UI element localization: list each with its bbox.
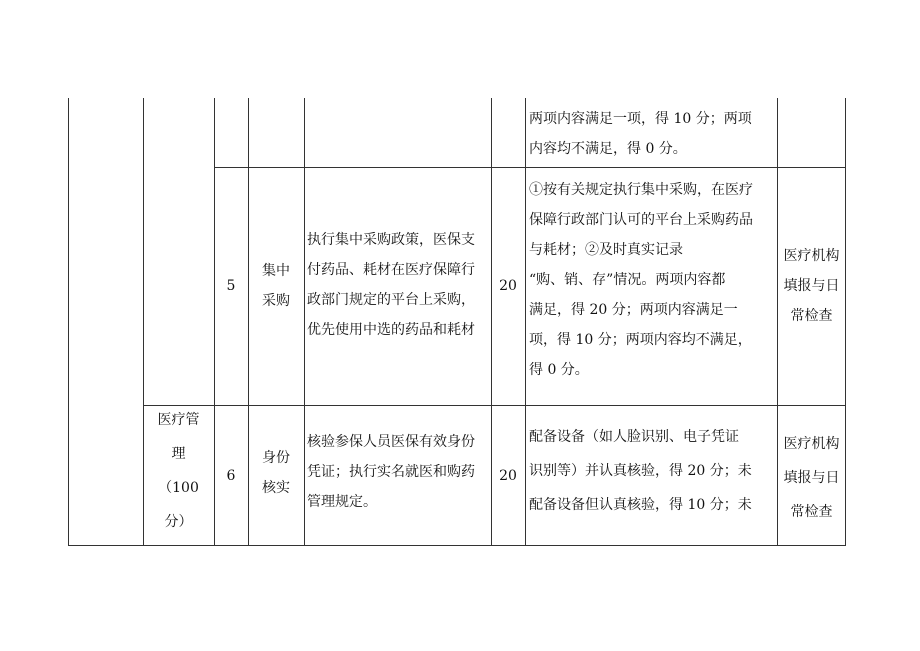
grid-line-v9 [845,98,846,545]
row6-content-line-1: 核验参保人员医保有效身份 [307,434,475,450]
row5-method-line-3: 常检查 [790,308,833,324]
row5-content [307,225,490,345]
grid-line-h3 [68,545,846,546]
row6-category-line-4: 分） [164,514,193,530]
row5-method-line-1: 医疗机构 [783,248,840,264]
row5-content-line-3: 政部门规定的平台上采购， [307,292,475,308]
row5-content-line-4: 优先使用中选的药品和耗材 [307,322,475,338]
row5-criteria [529,175,775,385]
grid-line-v7 [525,98,526,545]
row-top-criteria-line-1: 两项内容满足一项，得 10 分；两项 [529,111,752,127]
grid-line-v5 [304,98,305,545]
row5-method-line-2: 填报与日 [783,278,840,294]
row6-item-line-1: 身份 [262,450,290,466]
row-top-criteria-line-2: 内容均不满足，得 0 分。 [529,141,687,157]
row6-method-line-3: 常检查 [790,504,833,520]
row6-criteria [529,420,775,522]
row5-criteria-line-5: 满足，得 20 分；两项内容满足一 [529,302,738,318]
row6-category-line-2: 理 [171,446,186,462]
row6-category-line-1: 医疗管 [157,412,200,428]
row5-content-line-1: 执行集中采购政策，医保支 [307,232,475,248]
row5-item [248,256,304,316]
row5-criteria-line-3: 与耗材；②及时真实记录 [529,242,683,258]
row6-item [248,443,304,503]
row5-criteria-line-6: 项，得 10 分；两项内容均不满足， [529,332,752,348]
row-top-criteria [529,104,775,164]
grid-line-h2 [143,405,846,406]
row6-criteria-line-3: 配备设备但认真核验，得 10 分；未 [529,497,752,513]
row6-criteria-line-1: 配备设备（如人脸识别、电子凭证 [529,429,739,445]
row6-method [778,427,845,529]
row5-number: 5 [226,278,236,294]
row5-method [778,241,845,331]
row5-criteria-line-1: ①按有关规定执行集中采购，在医疗 [529,182,753,198]
row6-method-line-2: 填报与日 [783,470,840,486]
row6-content-line-3: 管理规定。 [307,494,377,510]
row5-score: 20 [499,278,517,294]
row5-criteria-line-7: 得 0 分。 [529,362,589,378]
row5-item-line-1: 集中 [262,263,290,279]
row6-criteria-line-2: 识别等）并认真核验，得 20 分；未 [529,463,752,479]
row6-method-line-1: 医疗机构 [783,436,840,452]
row6-content-line-2: 凭证；执行实名就医和购药 [307,464,475,480]
row6-category [143,403,214,539]
row6-content [307,427,490,517]
grid-line-h1 [214,167,846,168]
row6-item-line-2: 核实 [262,480,290,496]
row5-criteria-line-2: 保障行政部门认可的平台上采购药品 [529,212,753,228]
row5-criteria-line-4: “购、销、存”情况。两项内容都 [529,272,726,288]
row5-content-line-2: 付药品、耗材在医疗保障行 [307,262,475,278]
grid-line-v1 [68,98,69,545]
row5-item-line-2: 采购 [262,293,290,309]
row6-category-line-3: （100 [158,480,199,496]
row6-score: 20 [499,468,517,484]
row6-number: 6 [226,468,236,484]
